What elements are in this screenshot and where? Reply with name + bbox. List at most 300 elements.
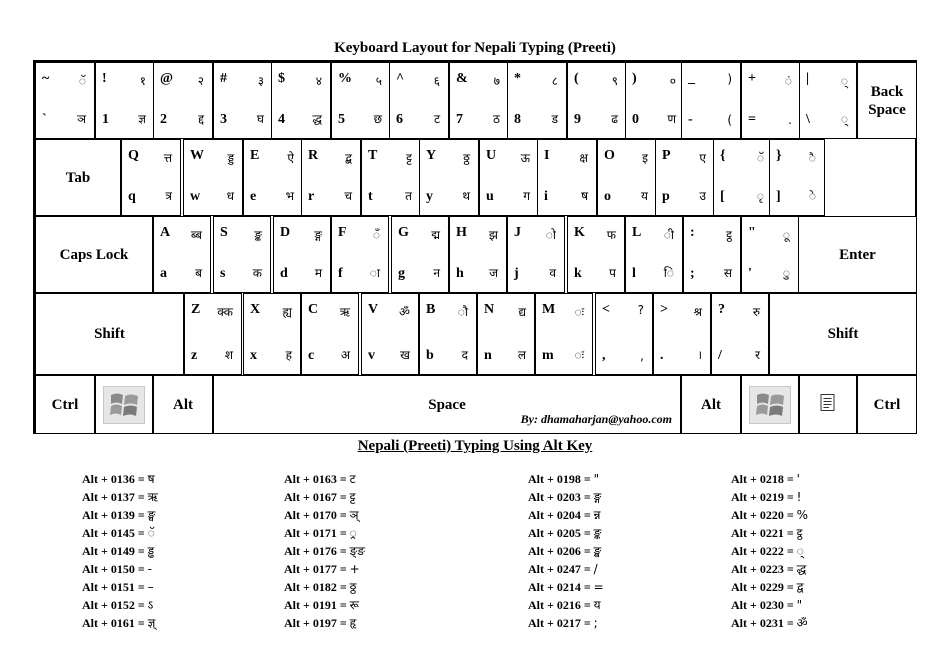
alt-code: Alt + 0205 =: [528, 526, 591, 540]
key-shift-nepali: १: [139, 74, 146, 88]
key-latin: g: [398, 266, 405, 281]
alt-symbol: ङ्क: [593, 526, 602, 540]
key-latin: e: [250, 189, 257, 204]
key-shift-latin: #: [220, 71, 227, 86]
key-latin: -: [688, 112, 693, 127]
key-shift-latin: *: [514, 71, 521, 86]
key-nepali: उ: [699, 189, 706, 203]
alt-code-row: [528, 596, 604, 614]
alt-symbol: ्र: [349, 526, 357, 540]
alt-code-row: [731, 614, 808, 632]
key-char[interactable]: [681, 62, 741, 139]
key-shift-right[interactable]: [769, 293, 917, 375]
alt-symbol: ज्ञ्: [147, 616, 156, 630]
alt-symbol: +: [349, 562, 360, 576]
key-nepali: त: [405, 189, 412, 203]
key-shift-nepali: ०: [669, 74, 676, 88]
key-shift-latin: }: [776, 148, 782, 163]
key-shift-nepali: ं: [784, 74, 792, 88]
alt-code: Alt + 0139 =: [82, 508, 145, 522]
key-latin: d: [280, 266, 288, 281]
key-latin: b: [426, 348, 434, 363]
key-nepali: अ: [340, 348, 350, 362]
key-shift-latin: ": [748, 225, 756, 240]
alt-symbol: –: [147, 580, 154, 594]
key-nepali: ।: [697, 348, 702, 362]
key-latin: r: [308, 189, 315, 204]
key-char[interactable]: [391, 216, 449, 293]
key-shift-nepali: ५: [375, 74, 382, 88]
key-shift-latin: X: [250, 302, 261, 317]
key-latin: 0: [632, 112, 639, 127]
alt-code: Alt + 0219 =: [731, 490, 794, 504]
key-shift-nepali: ६: [433, 74, 440, 88]
key-shift-nepali: झ: [488, 228, 498, 242]
key-char[interactable]: [477, 293, 535, 375]
ctrl-right-label: Ctrl: [873, 396, 901, 413]
alt-code: Alt + 0161 =: [82, 616, 145, 630]
key-shift-latin: >: [660, 302, 668, 317]
alt-code: Alt + 0220 =: [731, 508, 794, 522]
key-char[interactable]: [95, 62, 155, 139]
key-shift-nepali: श्र: [693, 305, 702, 319]
alt-code-row: [284, 560, 365, 578]
context-menu-icon: [820, 393, 836, 416]
alt-symbol: न्न: [593, 508, 601, 522]
key-char[interactable]: [567, 62, 627, 139]
key-shift-latin: %: [338, 71, 352, 86]
key-char[interactable]: [713, 139, 773, 216]
tab-label: Tab: [65, 169, 91, 186]
alt-code: Alt + 0231 =: [731, 616, 794, 630]
key-shift-latin: |: [806, 71, 810, 86]
key-shift-latin: Q: [128, 148, 139, 163]
alt-symbol: ञ्: [349, 508, 359, 522]
key-shift-latin: V: [368, 302, 379, 317]
key-shift-latin: @: [160, 71, 174, 86]
alt-symbol: /: [593, 562, 598, 576]
alt-code-row: [284, 488, 365, 506]
alt-symbol: ङ्ङ: [349, 544, 365, 558]
alt-symbol: ;: [593, 616, 598, 630]
key-shift-nepali: ्: [840, 74, 848, 88]
key-shift-latin: E: [250, 148, 260, 163]
alt-code-column: [731, 470, 808, 632]
alt-code: Alt + 0191 =: [284, 598, 347, 612]
key-nepali: ु: [782, 266, 790, 280]
key-latin: 8: [514, 112, 521, 127]
shift-left-label: Shift: [94, 326, 125, 342]
key-latin: 4: [278, 112, 285, 127]
key-latin: `: [42, 112, 47, 127]
backspace-label-2: Space: [868, 101, 906, 118]
key-latin: \: [806, 112, 810, 127]
alt-code: Alt + 0137 =: [82, 490, 145, 504]
alt-code-row: [528, 488, 604, 506]
key-char[interactable]: [479, 139, 539, 216]
alt-code-row: [82, 542, 158, 560]
key-nepali: ज्ञ: [138, 112, 146, 126]
alt-code: Alt + 0206 =: [528, 544, 591, 558]
key-windows-left[interactable]: [95, 375, 153, 434]
enter-label: Enter: [839, 246, 876, 263]
key-shift-nepali: ो: [545, 228, 556, 242]
key-char[interactable]: [625, 62, 685, 139]
key-shift-latin: S: [220, 225, 228, 240]
alt-code-row: [731, 506, 808, 524]
key-nepali: छ: [373, 112, 382, 126]
key-nepali: त्र: [165, 189, 172, 203]
key-shift-latin: (: [574, 71, 579, 86]
key-char[interactable]: [655, 139, 715, 216]
alt-symbol: रू: [349, 598, 359, 612]
key-shift-nepali: ट्ठ: [726, 228, 732, 242]
key-shift-nepali: ३: [257, 74, 264, 88]
key-char[interactable]: [567, 216, 625, 293]
key-shift-nepali: द्म: [431, 228, 440, 242]
key-char[interactable]: [595, 293, 653, 375]
key-shift-nepali: ऐ: [287, 151, 294, 165]
alt-code: Alt + 0222 =: [731, 544, 794, 558]
alt-code: Alt + 0247 =: [528, 562, 591, 576]
key-alt-left[interactable]: [153, 375, 213, 434]
alt-symbol: %: [796, 508, 809, 522]
key-char[interactable]: [183, 139, 243, 216]
key-nepali: ज: [489, 266, 498, 280]
alt-code-row: [82, 560, 158, 578]
alt-code-row: [284, 542, 365, 560]
key-nepali: भ: [285, 189, 294, 203]
alt-symbol: ठ्ठ: [349, 580, 357, 594]
key-char[interactable]: [273, 216, 331, 293]
alt-left-label: Alt: [173, 396, 193, 413]
key-char[interactable]: [331, 62, 391, 139]
alt-code-row: [528, 470, 604, 488]
key-nepali: म: [314, 266, 322, 280]
key-windows-right[interactable]: [741, 375, 799, 434]
key-backslash[interactable]: [799, 62, 857, 139]
alt-code: Alt + 0171 =: [284, 526, 347, 540]
key-shift-latin: _: [688, 71, 695, 86]
alt-code-column: [82, 470, 158, 632]
key-shift-latin: Y: [426, 148, 437, 163]
alt-code-row: [731, 488, 808, 506]
author-credit: By: dhamaharjan@yahoo.com: [520, 412, 672, 426]
alt-code-row: [82, 470, 158, 488]
alt-code-row: [82, 506, 158, 524]
alt-key-section-title: Nepali (Preeti) Typing Using Alt Key: [357, 438, 593, 454]
key-shift-nepali: ू: [782, 228, 790, 242]
key-nepali: य: [641, 189, 648, 203]
key-shift-nepali: क्ष: [579, 151, 588, 165]
key-char[interactable]: [153, 216, 211, 293]
alt-code-row: [284, 524, 365, 542]
key-shift-latin: R: [308, 148, 319, 163]
alt-code-column: [528, 470, 604, 632]
key-char[interactable]: [625, 216, 683, 293]
alt-code: Alt + 0198 =: [528, 472, 591, 486]
key-nepali: ृ: [756, 189, 764, 203]
key-nepali: ण: [667, 112, 676, 126]
windows-logo-icon: [749, 386, 791, 424]
alt-code: Alt + 0217 =: [528, 616, 591, 630]
windows-logo-icon: [103, 386, 145, 424]
key-nepali: स: [723, 266, 732, 280]
key-shift-latin: H: [456, 225, 467, 240]
key-char[interactable]: [213, 216, 271, 293]
alt-symbol: ट्ठ: [796, 526, 803, 540]
key-latin: [: [720, 189, 725, 204]
key-char[interactable]: [449, 216, 507, 293]
key-shift-latin: N: [484, 302, 495, 317]
alt-code-row: [731, 560, 808, 578]
keyboard: [33, 60, 917, 434]
key-shift-nepali: ै: [808, 151, 816, 165]
key-latin: a: [160, 266, 167, 281]
key-nepali: ,: [640, 349, 644, 363]
alt-code: Alt + 0203 =: [528, 490, 591, 504]
key-char[interactable]: [537, 139, 597, 216]
key-menu[interactable]: [799, 375, 857, 434]
key-latin: 9: [574, 112, 581, 127]
key-alt-right[interactable]: [681, 375, 741, 434]
key-latin: 6: [396, 112, 403, 127]
key-shift-latin: J: [514, 225, 521, 240]
key-char[interactable]: [419, 139, 479, 216]
key-char[interactable]: [711, 293, 769, 375]
key-char[interactable]: [419, 293, 477, 375]
key-nepali: ञ: [77, 112, 86, 126]
key-caps-lock[interactable]: [35, 216, 153, 293]
key-shift-latin: W: [190, 148, 204, 163]
key-shift-left[interactable]: [35, 293, 184, 375]
key-shift-latin: ?: [718, 302, 725, 317]
key-shift-nepali: ङ्ग: [314, 228, 322, 242]
alt-code: Alt + 0176 =: [284, 544, 347, 558]
alt-code: Alt + 0216 =: [528, 598, 591, 612]
key-char[interactable]: [213, 62, 273, 139]
page-title: Keyboard Layout for Nepali Typing (Preeti): [334, 40, 616, 56]
key-shift-nepali: ९: [611, 74, 618, 88]
key-shift-nepali: ऊ: [520, 151, 530, 165]
key-char[interactable]: [361, 139, 421, 216]
key-nepali: ध: [226, 189, 234, 203]
key-char[interactable]: [653, 293, 711, 375]
key-latin: /: [718, 348, 722, 363]
key-nepali: न: [433, 266, 440, 280]
key-shift-latin: !: [102, 71, 107, 86]
alt-symbol: द्ध: [796, 562, 807, 576]
key-shift-latin: +: [748, 71, 756, 86]
key-char[interactable]: [301, 139, 361, 216]
key-nepali: ग: [523, 189, 530, 203]
key-shift-latin: B: [426, 302, 436, 317]
key-char[interactable]: [389, 62, 449, 139]
key-shift-nepali: द्य: [518, 305, 526, 319]
key-shift-nepali: फ: [606, 228, 616, 242]
key-latin: m: [542, 348, 554, 363]
shift-right-label: Shift: [827, 326, 859, 342]
alt-symbol: हृ: [349, 616, 357, 630]
alt-symbol: ऋ: [147, 490, 158, 504]
key-shift-nepali: ः: [574, 305, 584, 319]
key-nepali: ा: [369, 266, 380, 280]
key-nepali: .: [788, 113, 792, 127]
key-latin: 5: [338, 112, 345, 127]
key-nepali: क: [252, 266, 262, 280]
alt-code: Alt + 0221 =: [731, 526, 794, 540]
key-shift-latin: O: [604, 148, 615, 163]
key-shift-nepali: ७: [493, 74, 500, 88]
key-latin: y: [426, 189, 433, 204]
key-nepali: घ: [256, 112, 264, 126]
alt-symbol: ङ्ग: [593, 490, 602, 504]
key-latin: w: [190, 189, 201, 204]
key-nepali: ट: [433, 112, 440, 126]
key-shift-nepali: ँ: [372, 228, 380, 242]
key-char[interactable]: [507, 216, 565, 293]
key-shift-nepali: त्त: [163, 151, 172, 165]
key-shift-nepali: ङ्क: [254, 228, 262, 242]
alt-symbol: ड्ढ: [147, 544, 155, 558]
key-shift-nepali: रु: [752, 305, 760, 319]
key-shift-nepali: ड्ड: [227, 151, 234, 165]
key-shift-nepali: द्ब: [345, 151, 352, 165]
key-shift-latin: K: [574, 225, 585, 240]
key-shift-latin: F: [338, 225, 347, 240]
key-ctrl-left[interactable]: [35, 375, 95, 434]
key-latin: o: [604, 189, 611, 204]
alt-symbol: ": [593, 472, 600, 486]
key-char[interactable]: [741, 216, 799, 293]
key-latin: z: [191, 348, 198, 363]
key-char[interactable]: [301, 293, 359, 375]
key-char[interactable]: [361, 293, 419, 375]
key-shift-latin: P: [662, 148, 671, 163]
key-char[interactable]: [741, 62, 801, 139]
key-nepali: ठ: [493, 112, 500, 126]
key-shift-nepali: ): [727, 72, 732, 86]
key-char[interactable]: [769, 139, 825, 216]
key-shift-latin: ~: [42, 71, 50, 86]
key-char[interactable]: [243, 139, 303, 216]
key-shift-latin: <: [602, 302, 610, 317]
key-backspace[interactable]: [857, 62, 917, 139]
alt-code-row: [82, 488, 158, 506]
key-char[interactable]: [35, 62, 95, 139]
key-nepali: े: [808, 189, 816, 203]
key-shift-latin: {: [720, 148, 726, 163]
key-char[interactable]: [271, 62, 331, 139]
key-nepali: ब: [195, 266, 202, 280]
key-char[interactable]: [535, 293, 593, 375]
key-char[interactable]: [243, 293, 301, 375]
key-latin: 1: [102, 112, 109, 127]
key-latin: c: [308, 348, 315, 363]
key-nepali: द्द: [198, 112, 204, 126]
alt-code: Alt + 0170 =: [284, 508, 347, 522]
key-latin: v: [368, 348, 375, 363]
key-char[interactable]: [153, 62, 213, 139]
alt-code: Alt + 0177 =: [284, 562, 347, 576]
key-nepali: ढ: [611, 112, 618, 126]
key-char[interactable]: [121, 139, 181, 216]
key-nepali: श: [224, 348, 233, 362]
key-nepali: र: [755, 348, 760, 362]
key-shift-nepali: ॅ: [756, 151, 764, 165]
alt-code-row: [82, 596, 158, 614]
key-latin: =: [748, 112, 756, 127]
alt-code: Alt + 0152 =: [82, 598, 145, 612]
key-shift-latin: $: [278, 71, 285, 86]
key-tab[interactable]: [35, 139, 121, 216]
key-shift-latin: ): [632, 71, 637, 86]
alt-code: Alt + 0229 =: [731, 580, 794, 594]
key-char[interactable]: [184, 293, 242, 375]
key-shift-latin: M: [542, 302, 556, 317]
key-char[interactable]: [331, 216, 389, 293]
key-char[interactable]: [597, 139, 657, 216]
alt-code-row: [82, 578, 158, 596]
alt-symbol: ॐ: [796, 616, 808, 630]
alt-code-row: [284, 506, 365, 524]
ctrl-left-label: Ctrl: [51, 396, 79, 413]
key-latin: h: [456, 266, 464, 281]
alt-symbol: ङ्ख: [593, 544, 602, 558]
key-shift-nepali: ब्ब: [190, 228, 202, 242]
key-ctrl-right[interactable]: [857, 375, 917, 434]
key-nepali: व: [549, 266, 556, 280]
key-shift-nepali: ौ: [457, 305, 468, 319]
alt-symbol: ट्ट: [349, 490, 356, 504]
key-shift-nepali: ट्ट: [406, 151, 412, 165]
alt-symbol: द्व: [796, 580, 804, 594]
key-nepali: द्ध: [312, 112, 322, 126]
caps-lock-label: Caps Lock: [59, 246, 129, 263]
alt-symbol: ङ्घ: [147, 508, 156, 522]
key-shift-latin: &: [456, 71, 468, 86]
alt-code-row: [731, 470, 808, 488]
key-enter[interactable]: [798, 216, 917, 293]
key-nepali: ्: [840, 112, 848, 126]
key-shift-latin: Z: [191, 302, 201, 317]
key-space[interactable]: [213, 375, 681, 434]
alt-symbol: -: [147, 562, 153, 576]
key-shift-latin: ^: [396, 71, 405, 86]
key-latin: x: [250, 348, 257, 363]
key-shift-latin: I: [544, 148, 550, 163]
key-char[interactable]: [449, 62, 509, 139]
key-shift-nepali: २: [197, 74, 204, 88]
key-shift-latin: :: [690, 225, 695, 240]
alt-symbol: ्: [796, 544, 804, 558]
key-shift-latin: L: [632, 225, 642, 240]
alt-symbol: ॅ: [147, 526, 155, 540]
key-nepali: ि: [663, 266, 674, 280]
alt-symbol: !: [796, 490, 802, 504]
key-nepali: थ: [462, 189, 470, 203]
key-latin: 7: [456, 112, 463, 127]
key-latin: n: [484, 348, 492, 363]
key-nepali: ल: [517, 348, 526, 362]
key-shift-nepali: इ: [642, 151, 648, 165]
alt-code: Alt + 0182 =: [284, 580, 347, 594]
alt-code: Alt + 0230 =: [731, 598, 794, 612]
alt-code-row: [528, 542, 604, 560]
key-char[interactable]: [507, 62, 567, 139]
key-nepali: च: [344, 189, 352, 203]
key-char[interactable]: [683, 216, 741, 293]
